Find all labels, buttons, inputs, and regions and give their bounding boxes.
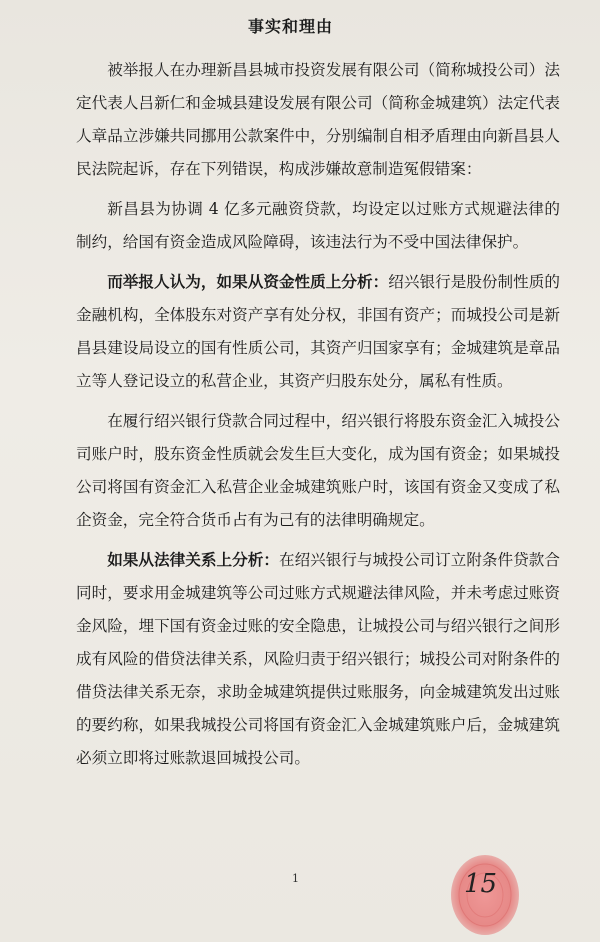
fingerprint-seal bbox=[446, 852, 524, 938]
paragraph-2-text: 新昌县为协调 4 亿多元融资贷款，均设定以过账方式规避法律的制约，给国有资金造成风险障碍，该违法行为不受中国法律保护。 bbox=[76, 200, 560, 251]
paragraph-3-lead: 而举报人认为，如果从资金性质上分析： bbox=[107, 272, 389, 291]
paragraph-3-text: 绍兴银行是股份制性质的金融机构，全体股东对资产享有处分权，非国有资产；而城投公司是新昌县建设局设立的国有性质公司，其资产归国家享有；金城建筑是章品立等人登记设立的私营企业，其资产归股东处分，属私有性质。 bbox=[76, 273, 560, 390]
paragraph-4-text: 在履行绍兴银行贷款合同过程中，绍兴银行将股东资金汇入城投公司账户时，股东资金性质就会发生巨大变化，成为国有资金；如果城投公司将国有资金汇入私营企业金城建筑账户时，该国有资金又变成了私企资金，完全符合货币占有为己有的法律明确规定。 bbox=[76, 412, 560, 529]
paragraph-1 bbox=[76, 53, 560, 186]
paragraph-3 bbox=[76, 265, 560, 398]
paragraph-2 bbox=[76, 192, 560, 259]
handwritten-number: 15 bbox=[464, 869, 498, 899]
page-number: 1 bbox=[292, 872, 299, 885]
paragraph-1-text: 被举报人在办理新昌县城市投资发展有限公司（简称城投公司）法定代表人吕新仁和金城县建设发展有限公司（简称金城建筑）法定代表人章品立涉嫌共同挪用公款案件中，分别编制自相矛盾理由向新昌县人民法院起诉，存在下列错误，构成涉嫌故意制造冤假错案： bbox=[76, 61, 560, 178]
paragraph-5 bbox=[76, 543, 560, 775]
document-title: 事实和理由 bbox=[248, 17, 334, 36]
paragraph-4 bbox=[76, 404, 560, 537]
paragraph-5-lead: 如果从法律关系上分析： bbox=[107, 550, 279, 569]
paragraph-5-text: 在绍兴银行与城投公司订立附条件贷款合同时，要求用金城建筑等公司过账方式规避法律风险，并未考虑过账资金风险，埋下国有资金过账的安全隐患，让城投公司与绍兴银行之间形成有风险的借贷法律关系，风险归责于绍兴银行；城投公司对附条件的借贷法律关系无奈，求助金城建筑提供过账服务，向金城建筑发出过账的要约称，如果我城投公司将国有资金汇入金城建筑账户后，金城建筑必须立即将过账款退回城投公司。 bbox=[76, 551, 560, 767]
